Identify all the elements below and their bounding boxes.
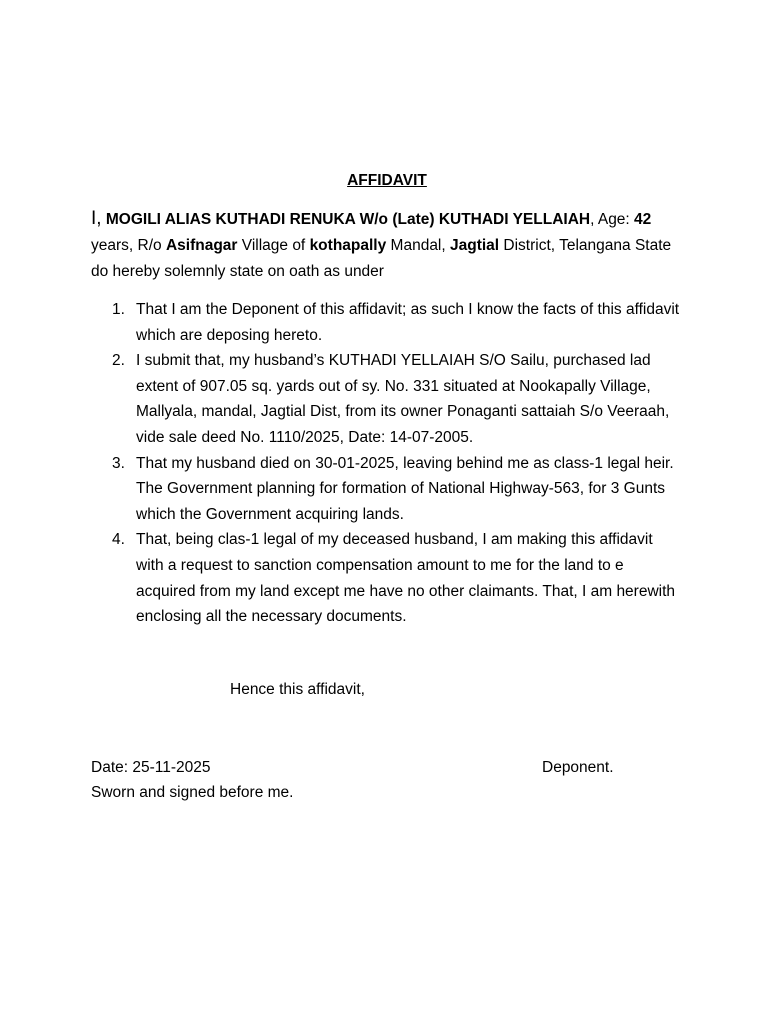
- list-item-number: 1.: [112, 301, 125, 318]
- age-value: 42: [634, 211, 652, 228]
- village-of-label: Village of: [237, 237, 310, 254]
- intro-rest: District, Telangana State do hereby solemnly state on oath as under: [91, 237, 672, 280]
- list-item: [91, 348, 681, 450]
- village-name: Asifnagar: [165, 237, 238, 254]
- mandal-label: Mandal,: [386, 237, 450, 254]
- date-line: Date: 25-11-2025: [91, 759, 211, 776]
- closing-statement: Hence this affidavit,: [230, 681, 365, 698]
- document-title: AFFIDAVIT: [347, 172, 427, 189]
- list-item-text: That, being clas-1 legal of my deceased husband, I am making this affidavit with a request to sanction compensation amount to me for the land to e acquired from my land except me have no other claimants. That, I am herewith enclosing all the necessary documents.: [136, 531, 676, 626]
- list-item: [91, 527, 681, 629]
- district-name: Jagtial: [450, 237, 500, 254]
- mandal-name: kothapally: [309, 237, 387, 254]
- deponent-name: MOGILI ALIAS KUTHADI RENUKA W/o (Late) KUTHADI YELLAIAH: [105, 211, 591, 228]
- years-residence-label: years, R/o: [91, 237, 166, 254]
- list-item-number: 2.: [112, 352, 125, 370]
- list-item-number: 4.: [112, 531, 125, 549]
- list-item: [91, 451, 681, 528]
- list-item-number: 3.: [112, 454, 125, 472]
- intro-i: I,: [91, 208, 102, 229]
- deponent-signature-label: Deponent.: [542, 759, 614, 776]
- age-label: , Age:: [590, 211, 635, 228]
- list-item-text: That my husband died on 30-01-2025, leaving behind me as class-1 legal heir. The Government planning for formation of National Highway-563, for 3 Gunts which the Government acquiring lands.: [136, 454, 674, 523]
- list-item-text: That I am the Deponent of this affidavit; as such I know the facts of this affidavit which are deposing hereto.: [136, 301, 680, 344]
- list-item: [91, 297, 681, 348]
- statement-list: [91, 297, 681, 630]
- sworn-line: Sworn and signed before me.: [91, 784, 294, 801]
- intro-paragraph: [91, 206, 676, 285]
- list-item-text: I submit that, my husband’s KUTHADI YELLAIAH S/O Sailu, purchased lad extent of 907.05 sq. yards out of sy. No. 331 situated at Nookapally Village, Mallyala, mandal, Jagtial Dist, from its owner Ponaganti sattaiah S/o Veeraah, vide sale deed No. 1110/2025, Date: 14-07-2005.: [136, 352, 670, 446]
